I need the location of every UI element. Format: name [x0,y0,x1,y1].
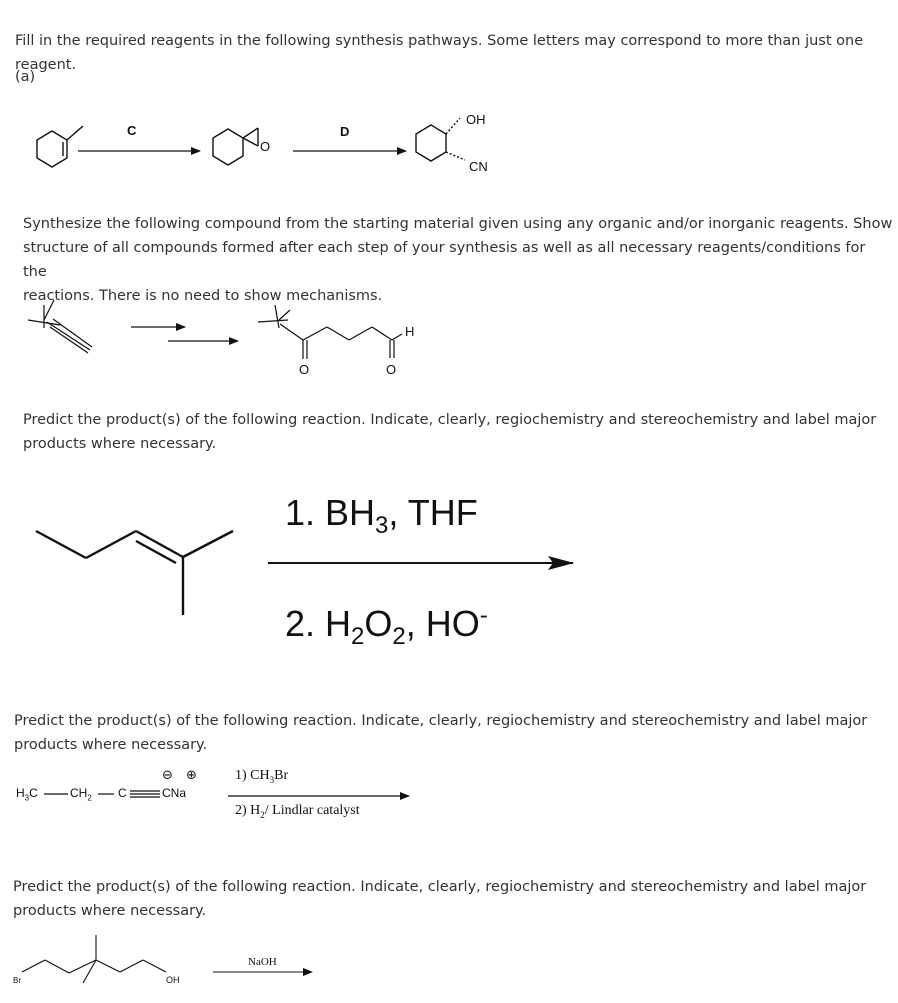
bromo-alcohol-structure [22,935,166,983]
q5-instruction-line2: products where necessary. [13,903,207,919]
q3-step2-text: 2. H [285,603,352,644]
q3-step2-oxygen: O [364,603,393,644]
q4-reagent2 [235,803,360,820]
q4-reagent2-text: 2) H [235,803,261,818]
q4-reagent1-sub: 3 [269,774,275,785]
q4-reagent2-sub: 2 [260,809,265,820]
spiro-epoxide-structure [213,128,258,165]
q1-letter-d: D [340,124,350,139]
q3-step2-subscript2: 2 [392,623,406,651]
q3-step2-suffix: , HO [405,603,480,644]
q1-part-label: (a) [15,69,36,85]
q4-h3c-sub: 3 [24,793,30,803]
q4-cna-label: CNa [162,786,187,800]
q5-reagent: NaOH [248,956,277,968]
q5-instruction [13,875,883,923]
q4-instruction [14,709,884,757]
q4-c-label: C [118,786,127,800]
trisubstituted-alkene-structure [36,531,233,615]
q4-ch2-label [70,786,92,802]
q4-h3c-h: H [16,786,25,800]
ketone-oxygen: O [299,362,310,377]
q4-h3c-c: C [29,786,38,800]
q3-reagent-step1 [285,492,478,540]
q5-instruction-line1: Predict the product(s) of the following reaction. Indicate, clearly, regiochemistry and stereochemistry and label major [13,879,867,895]
q4-reagent1 [235,768,288,785]
aldehyde-h-label: H [405,324,415,339]
methylenecyclohexane-structure [37,126,83,167]
q2-instruction-line3: reactions. There is no need to show mechanisms. [23,288,383,304]
epoxide-oxygen: O [260,139,271,154]
q1-oh-label: OH [466,112,486,127]
q2-instruction [23,212,893,308]
q4-ch2-sub: 2 [87,793,92,803]
q4-plus-charge: ⊕ [186,768,197,783]
q4-minus-charge: ⊖ [162,768,173,783]
q4-instruction-line2: products where necessary. [14,737,208,753]
q3-step1-subscript: 3 [375,512,389,540]
q4-reagent1-suffix: Br [274,768,289,783]
q3-step1-text: 1. BH [285,492,376,533]
q1-cn-label: CN [469,159,488,174]
q1-instruction: Fill in the required reagents in the following synthesis pathways. Some letters may correspond to more than just one reagent. [15,33,864,73]
q3-step1-suffix: , THF [388,492,478,533]
q3-step2-subscript1: 2 [351,623,365,651]
q3-step2-superscript: - [479,602,488,629]
q4-h3c-label [16,786,38,802]
q5-br-label: Br [13,976,21,985]
cyanohydrin-structure [416,118,465,161]
q3-reagent-step2 [285,602,488,651]
aldehyde-oxygen: O [386,362,397,377]
sodium-acetylide-bonds [44,791,160,797]
q3-instruction-line1: Predict the product(s) of the following reaction. Indicate, clearly, regiochemistry and stereochemistry and label major [23,412,877,428]
q4-instruction-line1: Predict the product(s) of the following reaction. Indicate, clearly, regiochemistry and stereochemistry and label major [14,713,868,729]
q4-reagent2-suffix: / Lindlar catalyst [264,803,360,818]
q2-instruction-line2: structure of all compounds formed after each step of your synthesis as well as all necessary reagents/conditions for the [23,240,866,280]
q4-reagent1-text: 1) CH [235,768,270,783]
keto-aldehyde-structure [258,305,402,359]
q3-instruction [23,408,893,456]
q4-ch2-ch: CH [70,786,88,800]
q2-instruction-line1: Synthesize the following compound from the starting material given using any organic and/or inorganic reagents. Show [23,216,893,232]
q1-letter-c: C [127,123,137,138]
q5-oh-label: OH [166,975,180,985]
q3-instruction-line2: products where necessary. [23,436,217,452]
